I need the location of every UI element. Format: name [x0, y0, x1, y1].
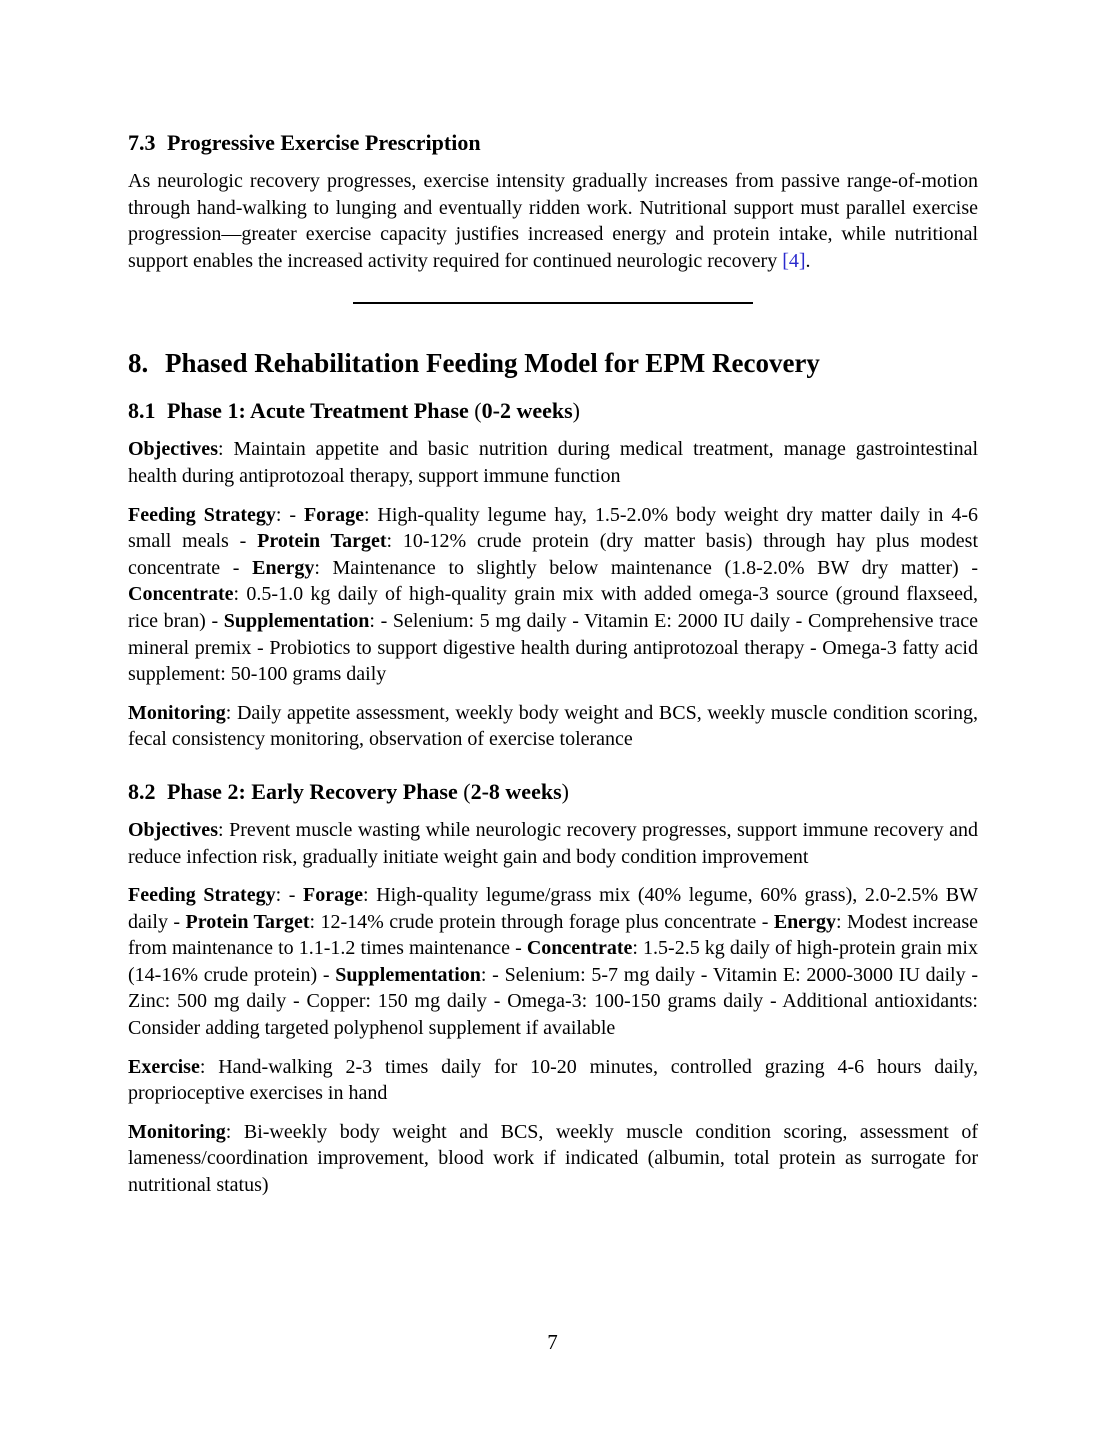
heading-8-2-title: Phase 2: Early Recovery Phase (2-8 weeks) — [166, 778, 569, 804]
citation-link[interactable]: [4] — [782, 249, 806, 272]
heading-7-3-number: 7.3 — [128, 130, 156, 155]
heading-section-8-number: 8. — [128, 348, 149, 379]
section-divider — [353, 302, 753, 304]
page-number: 7 — [547, 1330, 558, 1354]
heading-8-2-number: 8.2 — [128, 778, 156, 804]
paragraph-exercise-phase2: Exercise: Hand-walking 2-3 times daily for 10-20 minutes, controlled grazing 4-6 hours daily, proprioceptive exercises in hand — [128, 1055, 978, 1105]
heading-8-1 — [128, 398, 978, 424]
heading-section-8-title: Phased Rehabilitation Feeding Model for EPM Recovery — [164, 348, 820, 379]
paragraph-objectives-phase2: Objectives: Prevent muscle wasting while neurologic recovery progresses, support immune recovery and reduce infection risk, gradually initiate weight gain and body condition improvement — [128, 818, 978, 868]
heading-8-2 — [128, 779, 978, 805]
paragraph-monitoring-phase2: Monitoring: Bi-weekly body weight and BCS, weekly muscle condition scoring, assessment of lameness/coordination improvement, blood work if indicated (albumin, total protein as surrogate for nutritional status) — [128, 1120, 978, 1197]
heading-7-3 — [128, 130, 978, 156]
heading-7-3-title: Progressive Exercise Prescription — [166, 130, 481, 155]
paragraph-monitoring-phase1: Monitoring: Daily appetite assessment, weekly body weight and BCS, weekly muscle condition scoring, fecal consistency monitoring, observation of exercise tolerance — [128, 701, 978, 751]
paragraph-objectives-phase1: Objectives: Maintain appetite and basic nutrition during medical treatment, manage gastrointestinal health during antiprotozoal therapy, support immune function — [128, 438, 978, 487]
paragraph-exercise-prescription: As neurologic recovery progresses, exercise intensity gradually increases from passive range-of-motion through hand-walking to lunging and eventually ridden work. Nutritional support must parallel exercise progression—greater exercise capacity justifies increased energy and protein intake, while nutritional support enables the increased activity required for continued neurologic recovery [4]. — [128, 170, 978, 272]
paragraph-feeding-strategy-phase2: Feeding Strategy: - Forage: High-quality legume/grass mix (40% legume, 60% grass), 2.0-2.5% BW daily - Protein Target: 12-14% crude protein through forage plus concentrate - Energy: Modest increase from maintenance to 1.1-1.2 times maintenance - Concentrate: 1.5-2.5 kg daily of high-protein grain mix (14-16% crude protein) - Supplementation: - Selenium: 5-7 mg daily - Vitamin E: 2000-3000 IU daily - Zinc: 500 mg daily - Copper: 150 mg daily - Omega-3: 100-150 grams daily - Additional antioxidants: Consider adding targeted polyphenol supplement if available — [128, 884, 979, 1040]
paragraph-feeding-strategy-phase1: Feeding Strategy: - Forage: High-quality legume hay, 1.5-2.0% body weight dry matter daily in 4-6 small meals - Protein Target: 10-12% crude protein (dry matter basis) through hay plus modest concentrate - Energy: Maintenance to slightly below maintenance (1.8-2.0% BW dry matter) - Concentrate: 0.5-1.0 kg daily of high-quality grain mix with added omega-3 source (ground flaxseed, rice bran) - Supplementation: - Selenium: 5 mg daily - Vitamin E: 2000 IU daily - Comprehensive trace mineral premix - Probiotics to support digestive health during antiprotozoal therapy - Omega-3 fatty acid supplement: 50-100 grams daily — [128, 503, 979, 686]
heading-8-1-number: 8.1 — [128, 398, 156, 424]
heading-8-1-title: Phase 1: Acute Treatment Phase (0-2 weeks) — [166, 398, 580, 424]
page-content — [128, 0, 978, 1199]
heading-section-8 — [128, 346, 978, 380]
